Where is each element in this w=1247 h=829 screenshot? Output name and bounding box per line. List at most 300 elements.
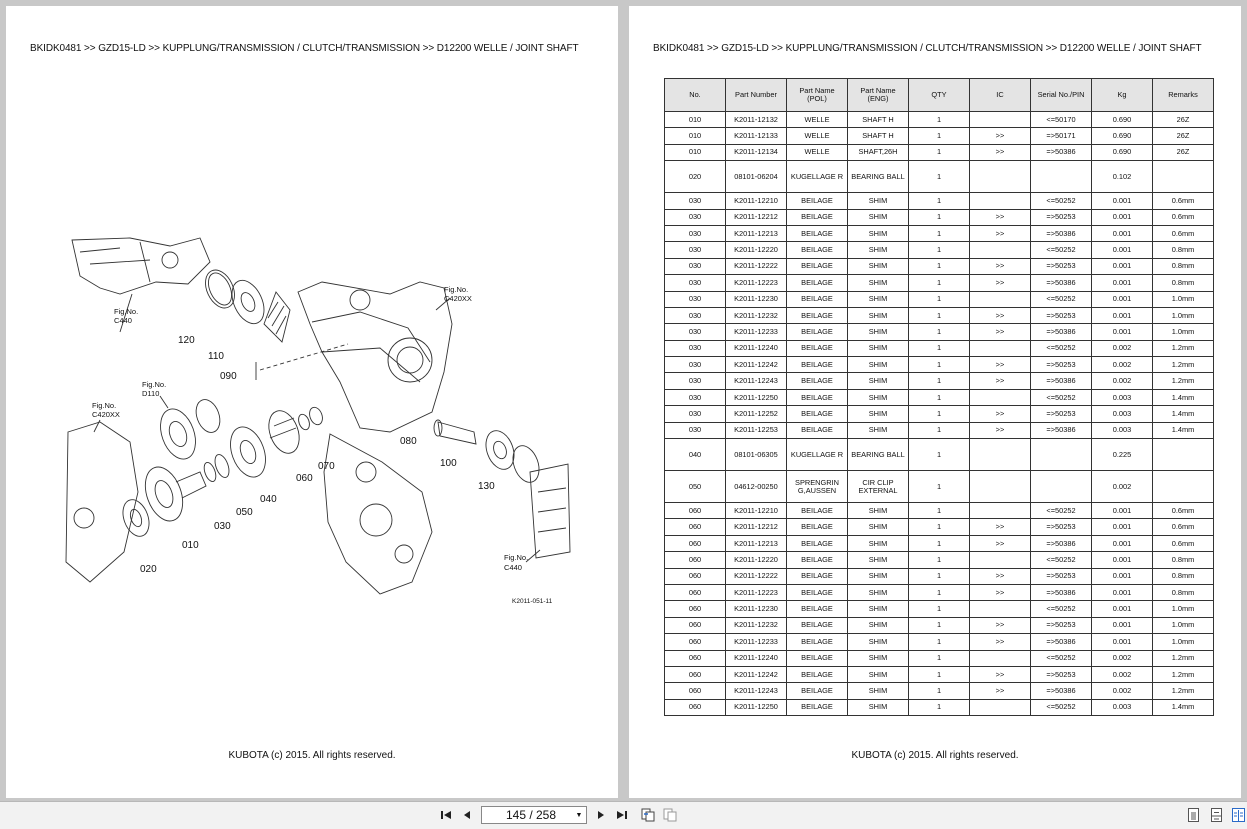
cell-ic: [970, 699, 1031, 715]
cell-part-number: K2011-12230: [726, 291, 787, 307]
cell-serial: =>50386: [1031, 634, 1092, 650]
document-page-right: [629, 6, 1241, 798]
cell-kg: 0.001: [1092, 242, 1153, 258]
cell-ic: >>: [970, 275, 1031, 291]
cell-remarks: 1.0mm: [1153, 307, 1214, 323]
cell-kg: 0.001: [1092, 291, 1153, 307]
col-header-kg: Kg: [1092, 79, 1153, 112]
cell-kg: 0.225: [1092, 439, 1153, 471]
cell-part-name-eng: SHIM: [848, 291, 909, 307]
cell-ic: >>: [970, 373, 1031, 389]
cell-qty: 1: [909, 340, 970, 356]
cell-part-name-pol: BEILAGE: [787, 683, 848, 699]
facing-pages-view-icon: [1233, 810, 1244, 822]
cell-serial: <=50252: [1031, 291, 1092, 307]
diagram-label: 010: [182, 540, 199, 551]
cell-part-number: K2011-12223: [726, 275, 787, 291]
cell-ic: [970, 242, 1031, 258]
table-row: [665, 406, 1214, 422]
dropdown-arrow-icon: ▼: [575, 811, 583, 819]
cell-part-number: K2011-12213: [726, 535, 787, 551]
cell-part-name-eng: SHIM: [848, 650, 909, 666]
cell-part-name-pol: BEILAGE: [787, 275, 848, 291]
cell-no: 030: [665, 406, 726, 422]
table-row: [665, 373, 1214, 389]
table-row: [665, 225, 1214, 241]
cell-kg: 0.001: [1092, 535, 1153, 551]
cell-part-name-eng: SHIM: [848, 634, 909, 650]
diagram-label: 070: [318, 461, 335, 472]
cell-part-name-eng: SHIM: [848, 324, 909, 340]
cell-no: 030: [665, 389, 726, 405]
cell-part-name-pol: BEILAGE: [787, 601, 848, 617]
diagram-label: 110: [208, 351, 224, 362]
cell-ic: >>: [970, 324, 1031, 340]
table-row: [665, 242, 1214, 258]
cell-qty: 1: [909, 568, 970, 584]
cell-part-number: K2011-12232: [726, 617, 787, 633]
cell-part-name-eng: SHIM: [848, 242, 909, 258]
cell-remarks: 1.2mm: [1153, 340, 1214, 356]
cell-kg: 0.002: [1092, 357, 1153, 373]
cell-remarks: 1.0mm: [1153, 601, 1214, 617]
cell-part-name-pol: BEILAGE: [787, 389, 848, 405]
cell-remarks: 1.4mm: [1153, 406, 1214, 422]
go-forward-view-button[interactable]: [662, 806, 678, 824]
cell-serial: <=50252: [1031, 340, 1092, 356]
cell-qty: 1: [909, 422, 970, 438]
cell-part-name-pol: BEILAGE: [787, 422, 848, 438]
table-row: [665, 503, 1214, 519]
header-line: Part Name: [799, 86, 835, 95]
table-row: [665, 324, 1214, 340]
col-header-ic: IC: [970, 79, 1031, 112]
cell-part-name-pol: BEILAGE: [787, 617, 848, 633]
cell-remarks: 0.8mm: [1153, 584, 1214, 600]
cell-remarks: 1.2mm: [1153, 650, 1214, 666]
cell-serial: =>50253: [1031, 357, 1092, 373]
cell-no: 030: [665, 324, 726, 340]
cell-part-name-pol: BEILAGE: [787, 291, 848, 307]
cell-qty: 1: [909, 193, 970, 209]
cell-kg: 0.001: [1092, 519, 1153, 535]
cell-qty: 1: [909, 650, 970, 666]
cell-remarks: [1153, 161, 1214, 193]
cell-ic: [970, 340, 1031, 356]
breadcrumb: BKIDK0481 >> GZD15-LD >> KUPPLUNG/TRANSMISSION / CLUTCH/TRANSMISSION >> D12200 WELLE / JOINT SHAFT: [653, 43, 1202, 54]
cell-kg: 0.690: [1092, 144, 1153, 160]
cell-part-name-eng: SHIM: [848, 519, 909, 535]
go-back-view-button[interactable]: [640, 806, 656, 824]
cell-serial: =>50253: [1031, 406, 1092, 422]
cell-qty: 1: [909, 601, 970, 617]
cell-ic: [970, 161, 1031, 193]
cell-no: 060: [665, 683, 726, 699]
cell-part-name-eng: SHIM: [848, 666, 909, 682]
cell-part-name-eng: SHIM: [848, 389, 909, 405]
cell-part-name-pol: BEILAGE: [787, 242, 848, 258]
cell-remarks: 0.8mm: [1153, 275, 1214, 291]
cell-ic: [970, 503, 1031, 519]
single-page-view-button[interactable]: [1188, 808, 1199, 822]
cell-qty: 1: [909, 519, 970, 535]
cell-ic: >>: [970, 307, 1031, 323]
cell-part-name-pol: BEILAGE: [787, 324, 848, 340]
cell-serial: =>50386: [1031, 324, 1092, 340]
cell-qty: 1: [909, 324, 970, 340]
cell-part-name-pol: BEILAGE: [787, 650, 848, 666]
cell-serial: <=50252: [1031, 552, 1092, 568]
table-row: [665, 634, 1214, 650]
cell-part-number: K2011-12250: [726, 699, 787, 715]
cell-part-name-eng: SHIM: [848, 601, 909, 617]
last-page-button[interactable]: [614, 806, 630, 824]
cell-remarks: 1.4mm: [1153, 422, 1214, 438]
cell-qty: 1: [909, 503, 970, 519]
cell-qty: 1: [909, 552, 970, 568]
table-row: [665, 128, 1214, 144]
cell-qty: 1: [909, 275, 970, 291]
cell-part-name-eng: SHIM: [848, 617, 909, 633]
cell-part-name-eng: SHIM: [848, 373, 909, 389]
cell-kg: 0.001: [1092, 209, 1153, 225]
cell-qty: 1: [909, 128, 970, 144]
cell-no: 030: [665, 357, 726, 373]
cell-serial: =>50386: [1031, 225, 1092, 241]
diagram-label: 020: [140, 564, 157, 575]
cell-part-name-pol: WELLE: [787, 128, 848, 144]
cell-qty: 1: [909, 406, 970, 422]
cell-kg: 0.002: [1092, 373, 1153, 389]
cell-remarks: 0.8mm: [1153, 242, 1214, 258]
cell-ic: [970, 112, 1031, 128]
cell-kg: 0.001: [1092, 601, 1153, 617]
table-row: [665, 209, 1214, 225]
cell-ic: >>: [970, 617, 1031, 633]
cell-remarks: 1.4mm: [1153, 389, 1214, 405]
table-row: [665, 683, 1214, 699]
cell-ic: [970, 601, 1031, 617]
cell-part-name-pol: SPRENGRIN G,AUSSEN: [787, 471, 848, 503]
next-page-icon: [596, 809, 606, 821]
diagram-label: 060: [296, 473, 313, 484]
cell-part-name-pol: BEILAGE: [787, 406, 848, 422]
col-header-part-name-pol: [787, 79, 848, 112]
cell-part-name-pol: BEILAGE: [787, 225, 848, 241]
table-row: [665, 471, 1214, 503]
cell-qty: 1: [909, 112, 970, 128]
cell-serial: =>50171: [1031, 128, 1092, 144]
cell-serial: <=50252: [1031, 503, 1092, 519]
cell-part-name-pol: BEILAGE: [787, 552, 848, 568]
cell-kg: 0.001: [1092, 552, 1153, 568]
cell-kg: 0.690: [1092, 112, 1153, 128]
copyright-footer: KUBOTA (c) 2015. All rights reserved.: [851, 750, 1019, 761]
cell-kg: 0.003: [1092, 406, 1153, 422]
cell-no: 060: [665, 552, 726, 568]
header-line: (ENG): [867, 94, 889, 103]
cell-part-number: K2011-12212: [726, 519, 787, 535]
cell-no: 060: [665, 535, 726, 551]
cell-kg: 0.002: [1092, 666, 1153, 682]
cell-kg: 0.001: [1092, 503, 1153, 519]
previous-page-button[interactable]: [460, 806, 474, 824]
page-number-select[interactable]: [481, 806, 587, 824]
cell-ic: [970, 291, 1031, 307]
cell-serial: =>50253: [1031, 209, 1092, 225]
cell-serial: [1031, 439, 1092, 471]
cell-serial: =>50386: [1031, 373, 1092, 389]
table-row: [665, 112, 1214, 128]
cell-no: 060: [665, 699, 726, 715]
cell-part-number: K2011-12133: [726, 128, 787, 144]
next-page-button[interactable]: [594, 806, 608, 824]
continuous-view-button[interactable]: [1211, 808, 1222, 822]
cell-part-name-pol: BEILAGE: [787, 503, 848, 519]
header-line: Part Name: [860, 86, 896, 95]
cell-no: 060: [665, 601, 726, 617]
cell-no: 060: [665, 519, 726, 535]
cell-no: 060: [665, 617, 726, 633]
cell-remarks: 0.8mm: [1153, 568, 1214, 584]
cell-serial: =>50386: [1031, 584, 1092, 600]
fig-ref-label: Fig.No.: [444, 285, 469, 294]
cell-part-number: K2011-12252: [726, 406, 787, 422]
cell-remarks: 1.4mm: [1153, 699, 1214, 715]
cell-no: 060: [665, 503, 726, 519]
cell-part-name-pol: WELLE: [787, 144, 848, 160]
fig-ref-label: Fig.No.: [142, 380, 167, 389]
cell-remarks: 26Z: [1153, 112, 1214, 128]
exploded-parts-diagram: [60, 232, 572, 612]
cell-no: 030: [665, 258, 726, 274]
cell-part-name-pol: BEILAGE: [787, 340, 848, 356]
table-row: [665, 291, 1214, 307]
cell-no: 060: [665, 666, 726, 682]
cell-kg: 0.001: [1092, 584, 1153, 600]
table-row: [665, 439, 1214, 471]
cell-no: 050: [665, 471, 726, 503]
table-row: [665, 340, 1214, 356]
fig-ref-label: C440: [114, 316, 132, 325]
cell-ic: [970, 439, 1031, 471]
cell-part-number: K2011-12222: [726, 568, 787, 584]
cell-qty: 1: [909, 439, 970, 471]
cell-no: 030: [665, 340, 726, 356]
cell-kg: 0.003: [1092, 389, 1153, 405]
cell-kg: 0.003: [1092, 422, 1153, 438]
first-page-button[interactable]: [438, 806, 454, 824]
previous-page-icon: [462, 809, 472, 821]
cell-no: 030: [665, 291, 726, 307]
cell-part-name-eng: SHAFT,26H: [848, 144, 909, 160]
cell-part-name-eng: CIR CLIP EXTERNAL: [848, 471, 909, 503]
cell-no: 030: [665, 242, 726, 258]
cell-part-number: K2011-12242: [726, 666, 787, 682]
facing-pages-view-button[interactable]: [1232, 808, 1245, 822]
table-row: [665, 666, 1214, 682]
cell-part-number: K2011-12233: [726, 324, 787, 340]
cell-part-name-eng: BEARING BALL: [848, 161, 909, 193]
cell-part-name-eng: SHIM: [848, 683, 909, 699]
cell-remarks: 26Z: [1153, 128, 1214, 144]
table-row: [665, 307, 1214, 323]
table-row: [665, 357, 1214, 373]
col-header-qty: QTY: [909, 79, 970, 112]
cell-remarks: 1.2mm: [1153, 373, 1214, 389]
cell-kg: 0.001: [1092, 568, 1153, 584]
cell-part-name-eng: SHIM: [848, 193, 909, 209]
cell-qty: 1: [909, 389, 970, 405]
cell-qty: 1: [909, 161, 970, 193]
diagram-id: K2011-051-11: [512, 598, 553, 605]
cell-part-number: K2011-12220: [726, 552, 787, 568]
cell-ic: >>: [970, 209, 1031, 225]
cell-kg: 0.002: [1092, 650, 1153, 666]
cell-ic: >>: [970, 225, 1031, 241]
cell-serial: =>50253: [1031, 568, 1092, 584]
fig-ref-label: C440: [504, 563, 522, 572]
cell-part-number: K2011-12240: [726, 650, 787, 666]
col-header-no: No.: [665, 79, 726, 112]
single-page-view-icon: [1189, 810, 1198, 822]
cell-no: 030: [665, 307, 726, 323]
cell-kg: 0.001: [1092, 193, 1153, 209]
cell-remarks: 0.6mm: [1153, 519, 1214, 535]
cell-remarks: 1.2mm: [1153, 357, 1214, 373]
cell-part-name-pol: BEILAGE: [787, 357, 848, 373]
diagram-label: 130: [478, 481, 495, 492]
table-row: [665, 584, 1214, 600]
cell-part-name-pol: BEILAGE: [787, 634, 848, 650]
cell-qty: 1: [909, 373, 970, 389]
diagram-label: 030: [214, 521, 231, 532]
table-row: [665, 650, 1214, 666]
table-row: [665, 422, 1214, 438]
diagram-label: 080: [400, 436, 417, 447]
cell-serial: =>50253: [1031, 617, 1092, 633]
viewer-toolbar: [0, 801, 1247, 829]
fig-ref-label: D110: [142, 389, 160, 398]
col-header-remarks: Remarks: [1153, 79, 1214, 112]
cell-part-name-eng: BEARING BALL: [848, 439, 909, 471]
cell-part-number: K2011-12243: [726, 683, 787, 699]
cell-kg: 0.001: [1092, 258, 1153, 274]
table-row: [665, 552, 1214, 568]
cell-serial: =>50253: [1031, 307, 1092, 323]
cell-no: 030: [665, 193, 726, 209]
cell-serial: =>50386: [1031, 275, 1092, 291]
cell-part-number: K2011-12210: [726, 193, 787, 209]
cell-kg: 0.003: [1092, 699, 1153, 715]
cell-no: 010: [665, 128, 726, 144]
cell-serial: =>50386: [1031, 683, 1092, 699]
cell-part-name-eng: SHIM: [848, 699, 909, 715]
fig-ref-label: Fig.No.: [504, 553, 529, 562]
cell-part-name-eng: SHIM: [848, 275, 909, 291]
cell-part-number: K2011-12222: [726, 258, 787, 274]
cell-part-name-eng: SHIM: [848, 535, 909, 551]
cell-part-number: K2011-12132: [726, 112, 787, 128]
cell-part-number: K2011-12233: [726, 634, 787, 650]
cell-kg: 0.001: [1092, 634, 1153, 650]
cell-kg: 0.001: [1092, 617, 1153, 633]
cell-part-number: 08101-06204: [726, 161, 787, 193]
cell-no: 030: [665, 373, 726, 389]
diagram-label: 040: [260, 494, 277, 505]
cell-no: 030: [665, 275, 726, 291]
cell-part-number: K2011-12220: [726, 242, 787, 258]
cell-part-name-pol: BEILAGE: [787, 666, 848, 682]
fig-ref-label: C420XX: [444, 294, 472, 303]
cell-ic: [970, 650, 1031, 666]
table-row: [665, 617, 1214, 633]
cell-remarks: 1.2mm: [1153, 683, 1214, 699]
cell-part-name-eng: SHIM: [848, 225, 909, 241]
cell-ic: [970, 471, 1031, 503]
cell-ic: >>: [970, 406, 1031, 422]
cell-ic: >>: [970, 666, 1031, 682]
cell-serial: <=50252: [1031, 650, 1092, 666]
cell-ic: >>: [970, 683, 1031, 699]
table-row: [665, 275, 1214, 291]
table-row: [665, 193, 1214, 209]
cell-no: 060: [665, 650, 726, 666]
document-page-left: [6, 6, 618, 798]
page-number-value: 145 / 258: [505, 808, 557, 822]
cell-qty: 1: [909, 535, 970, 551]
cell-part-number: K2011-12250: [726, 389, 787, 405]
cell-ic: >>: [970, 422, 1031, 438]
cell-qty: 1: [909, 666, 970, 682]
cell-part-name-eng: SHIM: [848, 503, 909, 519]
table-row: [665, 568, 1214, 584]
cell-part-name-pol: WELLE: [787, 112, 848, 128]
cell-qty: 1: [909, 683, 970, 699]
go-forward-view-icon: [663, 808, 677, 822]
cell-ic: >>: [970, 128, 1031, 144]
cell-remarks: 1.0mm: [1153, 617, 1214, 633]
cell-remarks: 1.0mm: [1153, 634, 1214, 650]
cell-part-name-pol: BEILAGE: [787, 568, 848, 584]
table-row: [665, 519, 1214, 535]
cell-qty: 1: [909, 144, 970, 160]
copyright-footer: KUBOTA (c) 2015. All rights reserved.: [228, 750, 396, 761]
cell-part-number: 08101-06305: [726, 439, 787, 471]
cell-part-name-eng: SHIM: [848, 422, 909, 438]
cell-ic: >>: [970, 584, 1031, 600]
cell-serial: =>50386: [1031, 144, 1092, 160]
cell-remarks: 26Z: [1153, 144, 1214, 160]
cell-serial: =>50386: [1031, 422, 1092, 438]
cell-kg: 0.102: [1092, 161, 1153, 193]
cell-part-name-eng: SHIM: [848, 406, 909, 422]
table-row: [665, 161, 1214, 193]
cell-kg: 0.001: [1092, 307, 1153, 323]
parts-table-body: [665, 112, 1214, 716]
breadcrumb: BKIDK0481 >> GZD15-LD >> KUPPLUNG/TRANSMISSION / CLUTCH/TRANSMISSION >> D12200 WELLE / JOINT SHAFT: [30, 43, 579, 54]
cell-no: 010: [665, 144, 726, 160]
cell-ic: [970, 193, 1031, 209]
cell-part-name-pol: KUGELLAGE R: [787, 439, 848, 471]
cell-qty: 1: [909, 307, 970, 323]
cell-serial: =>50386: [1031, 535, 1092, 551]
cell-remarks: 1.0mm: [1153, 291, 1214, 307]
cell-serial: <=50170: [1031, 112, 1092, 128]
cell-remarks: 0.8mm: [1153, 552, 1214, 568]
cell-part-number: K2011-12223: [726, 584, 787, 600]
cell-serial: <=50252: [1031, 242, 1092, 258]
